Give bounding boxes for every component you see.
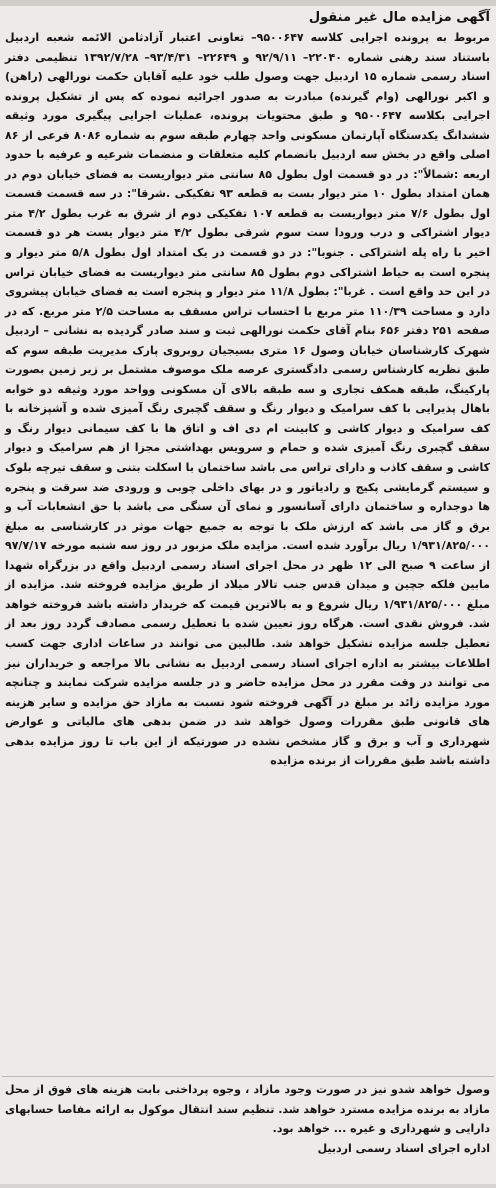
- notice-title: آگهی مزایده مال غیر منقول: [308, 10, 490, 25]
- divider: [2, 1076, 494, 1077]
- footer-text: وصول خواهد شدو نیز در صورت وجود مازاد ، وجوه پرداختی بابت هزینه های فوق از محل مازاد به برنده مزایده مسترد خواهد شد. تنظیم سند انتقال موکول به ارائه مفاصا حسابهای دارایی و شهرداری و غیره ... خواهد بود.: [5, 1083, 490, 1135]
- notice-body: مربوط به پرونده اجرایی کلاسه ۹۵۰۰۶۴۷– تعاونی اعتبار آزادثامن الائمه شعبه اردبیل باستناد سند رهنی شماره ۲۲۰۴۰– ۹۲/۹/۱۱ و ۲۲۶۴۹– ۹۳/۴/۳۱– ۱۳۹۲/۷/۲۸ تنظیمی دفتر اسناد رسمی شماره ۱۵ اردبیل جهت وصول طلب خود علیه آقایان حکمت نورالهی (راهن) و اکبر نورالهی (وام گیرنده) مبادرت به صدور اجرائیه نموده که پس از تشکیل پرونده اجرایی بکلاسه ۹۵۰۰۶۴۷ و طبق محتویات پرونده، عملیات اجرایی پیگیری مورد وثیقه ششدانگ یکدستگاه آپارتمان مسکونی واحد چهارم طبقه سوم به شماره ۸۰۸۶ فرعی از ۸۶ اصلی واقع در بخش سه اردبیل بانضمام کلیه متعلقات و منضمات شرعیه و عرفیه با حدود اربعه :شمالاً": در دو قسمت اول بطول ۸۵ سانتی متر دیواریست به فضای خیابان دوم در همان امتداد بطول ۱۰ متر دیوار بست به قطعه ۹۳ تفکیکی .شرقا": در سه قسمت قسمت اول بطول ۷/۶ متر دیواریست به قطعه ۱۰۷ تفکیکی دوم از شرق به غرب بطول ۴/۲ متر دیوار اشتراکی و درب ورودا ست سوم شرقی بطول ۴/۲ متر دیوار یست هر دو قسمت اخیر با راه پله اشتراکی . جنوبا": در دو قسمت در یک امتداد اول بطول ۵/۸ متر دیوار و پنجره است به حیاط اشتراکی دوم بطول ۸۵ سانتی متر دیواریست به فضای خیابان تراس در این حد واقع است . غربا": بطول ۱۱/۸ متر دیوار و پنجره است به فضای خیابان پیشروی دارد و مساحت ۱۱۰/۳۹ متر مربع با احتساب تراس مسقف به مساحت ۲/۵ متر مربع. که در صفحه ۲۵۱ دفتر ۶۵۶ بنام آقای حکمت نورالهی ثبت و سند صادر گردیده به نشانی – اردبیل شهرک کارشناسان خیابان وصول ۱۶ متری بسیجیان روبروی پارک مدیریت طبقه سوم که طبق نظریه کارشناس رسمی دادگستری عرصه ملک موصوف مشتمل بر زیر زمین بصورت پارکینگ، طبقه همکف تجاری و سه طبقه بالای آن مسکونی وواحد مورد وثیقه دو خوابه باهال پذیرایی با کف سرامیک و دیوار رنگ و سقف گچبری رنگ آمیزی شده و آشپزخانه با کف سرامیک و دیوار کاشی و کابینت ام دی اف و اتاق ها با کف سیمانی دیوار رنگ و سقف گچبری رنگ آمیزی شده و حمام و سرویس بهداشتی مجزا از هم سرامیک و دیوار کاشی و سقف کاذب و دارای تراس می باشد ساختمان با اسکلت بتنی و سقف تیرچه بلوک و سیستم گرمایشی پکیج و رادیاتور و در بهای داخلی چوبی و ورودی ضد سرقت و پنجره ها دوجداره و ساختمان دارای آسانسور و نمای آن سنگی می باشد با حق انشعابات آب و برق و گاز می باشد که ارزش ملک با توجه به جمیع جهات موثر در کارشناسی به مبلغ ۱/۹۳۱/۸۲۵/۰۰۰ ریال برآورد شده است. مزایده ملک مزبور در روز سه شنبه مورخه ۹۷/۷/۱۷ از ساعت ۹ صبح الی ۱۲ ظهر در محل اجرای اسناد رسمی اردبیل واقع در بزرگراه شهدا مابین فلکه جچین و میدان قدس جنب تالار میلاد از طریق مزایده فروخته شد. مزایده از مبلغ ۱/۹۳۱/۸۲۵/۰۰۰ ریال شروع و به بالاترین قیمت که خریدار داشته باشد فروخته خواهد شد. فروش نقدی است. هرگاه روز تعیین شده با تعطیل رسمی مصادف گردد روز بعد از تعطیل جلسه مزایده تشکیل خواهد شد. طالبین می توانند در ساعات اداری جهت کسب اطلاعات بیشتر به اداره اجرای اسناد رسمی اردبیل به نشانی بالا مراجعه و خریداران نیز می توانند در وقت مقرر در محل مزایده حاضر و در جلسه مزایده شرکت نمایند و چنانچه مورد مزایده زائد بر مبلغ در آگهی فروخته شود نسبت به مازاد حق مزایده و سایر هزینه های قانونی طبق مقررات وصول خواهد شد در ضمن بدهی های مالیاتی و عوارض شهرداری و آب و برق و گاز مشخص نشده در صورتیکه از این باب تا روز مزایده بدهی داشته باشد طبق مقررات از برنده مزایده: [5, 31, 491, 768]
- signature: اداره اجرای اسناد رسمی اردبیل: [317, 1141, 490, 1155]
- notice-footer: [5, 1080, 490, 1158]
- notice-content: [5, 8, 490, 771]
- bottom-edge: [0, 1184, 496, 1188]
- top-edge: [0, 0, 496, 6]
